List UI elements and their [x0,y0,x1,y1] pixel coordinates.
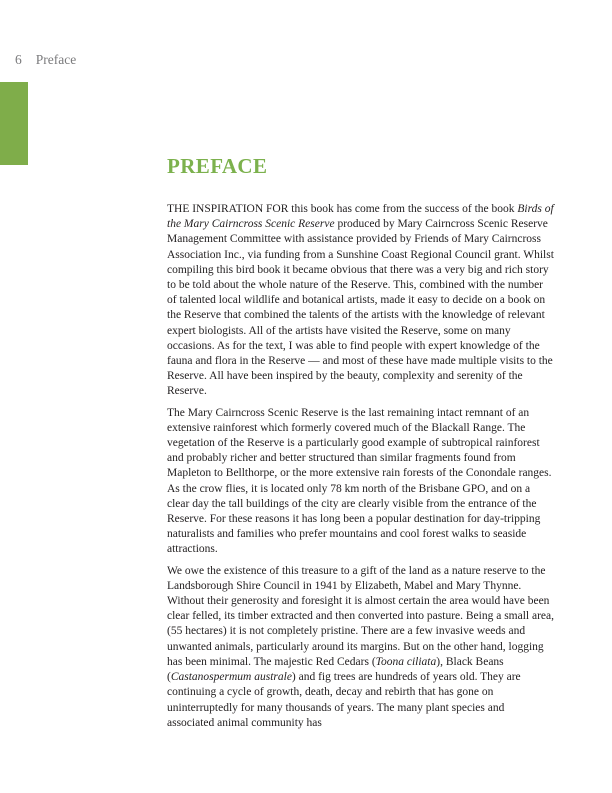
body-paragraph [167,202,554,400]
page-title: PREFACE [167,154,268,178]
running-header-section-title: Preface [35,52,77,67]
running-header [15,52,76,68]
italic-species-or-title: Toona ciliata [375,655,437,668]
accent-bar [0,82,28,165]
italic-species-or-title: Castanospermum australe [170,671,292,684]
paragraph-text: We owe the existence of this treasure to a gift of the land as a nature reserve to the Landsborough Shire Council in 1941 by Elizabeth, Mabel and Mary Thynne. Without their generosity and foresight it is almost certain the area would have been clear felled, its timber extracted and then converted into pasture. Being a small area, (55 hectares) it is not completely pristine. There are a few invasive weeds and unwanted animals, particularly around its margins. But on the other hand, logging has been minimal. The majestic Red Cedars ( [167,564,555,668]
paragraph-text: THE INSPIRATION FOR this book has come from the success of the book [167,203,518,215]
page-number: 6 [15,52,22,67]
paragraph-text: produced by Mary Cairncross Scenic Reserve Management Committee with assistance provided by Friends of Mary Cairncross Association Inc., via funding from a Sunshine Coast Regional Council grant. Whilst compiling this bird book it became obvious that there was a very big and rich story to be told about the whole nature of the Reserve. This, combined with the number of talented local wildlife and botanical artists, made it easy to decide on a book on the Reserve that combined the talents of the artists with the knowledge of relevant expert biologists. All of the artists have visited the Reserve, some on many occasions. As for the text, I was able to find people with expert knowledge of the fauna and flora in the Reserve — and most of these have made multiple visits to the Reserve. All have been inspired by the beauty, complexity and serenity of the Reserve. [167,218,554,398]
article-body [167,202,554,731]
body-paragraph [167,406,554,558]
paragraph-text: The Mary Cairncross Scenic Reserve is the last remaining intact remnant of an extensive rainforest which formerly covered much of the Blackall Range. The vegetation of the Reserve is a particularly good example of subtropical rainforest and probably richer and better structured than similar fragments found from Mapleton to Bellthorpe, or the more extensive rain forests of the Conondale ranges. As the crow flies, it is located only 78 km north of the Brisbane GPO, and on a clear day the tall buildings of the city are clearly visible from the entrance of the Reserve. For these reasons it has long been a popular destination for day-tripping naturalists and families who prefer mountains and cool forest walks to seaside attractions. [167,406,552,556]
paragraph-text: ) and fig trees are hundreds of years old. They are continuing a cycle of growth, death, decay and rebirth that has gone on uninterruptedly for many thousands of years. The many plant species and associated animal community has [167,671,521,729]
content-area [167,155,554,731]
body-paragraph [167,564,554,731]
italic-species-or-title: Birds of the Mary Cairncross Scenic Reserve [167,203,554,231]
paragraph-text: ), Black Beans ( [167,655,504,684]
